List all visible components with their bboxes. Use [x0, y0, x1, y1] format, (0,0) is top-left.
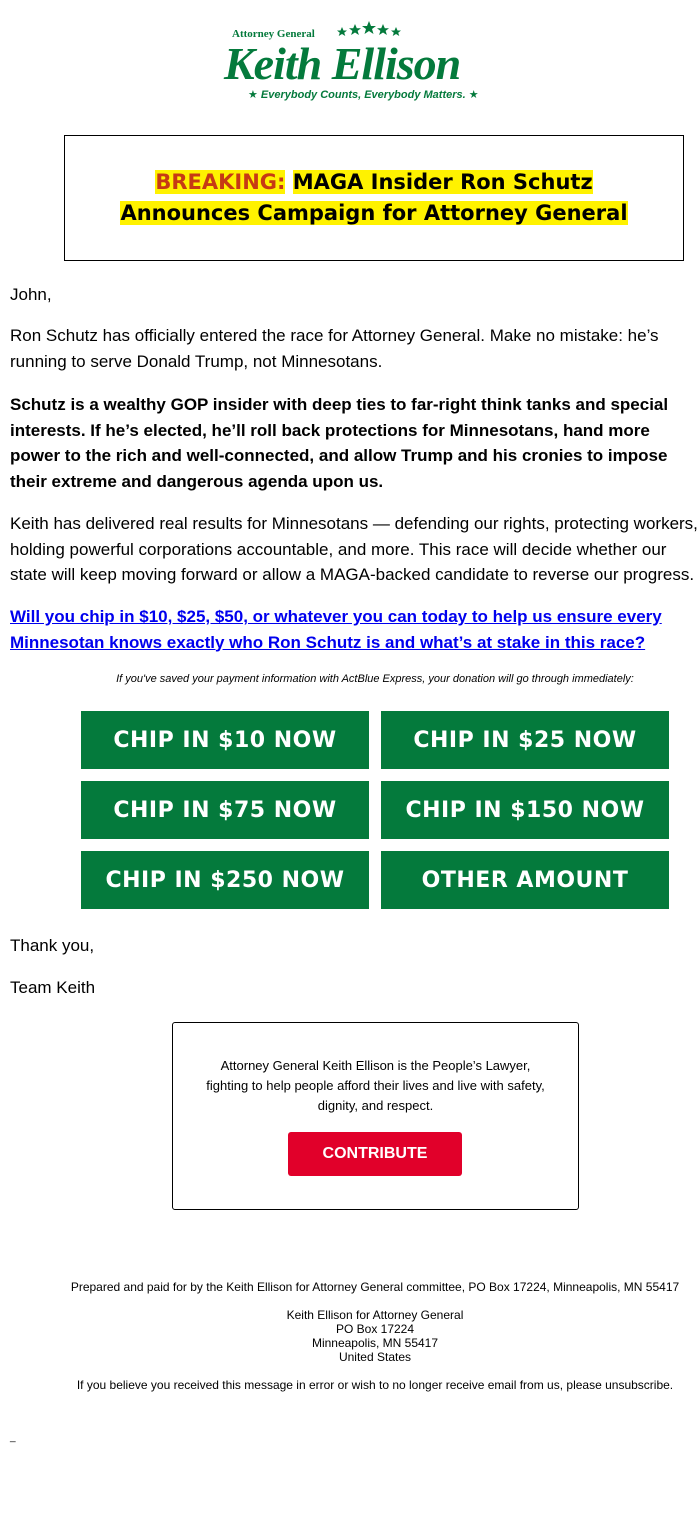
- paragraph-2-line-4: their extreme and dangerous agenda upon us.: [10, 471, 384, 491]
- logo-name: Keith Ellison: [224, 38, 461, 89]
- chip-in-150-button[interactable]: CHIP IN $150 NOW: [381, 781, 669, 839]
- footer-city: Minneapolis, MN 55417: [311, 1336, 439, 1350]
- paragraph-2-line-1: Schutz is a wealthy GOP insider with deep ties to far-right think tanks and special: [10, 395, 669, 414]
- greeting: John,: [10, 285, 52, 304]
- thanks: Thank you,: [10, 936, 95, 955]
- card-text-line-2: fighting to help people afford their lives and live with safety,: [206, 1078, 545, 1093]
- breaking-label: BREAKING:: [155, 170, 286, 194]
- paragraph-3-line-1: Keith has delivered real results for Minnesotans — defending our rights, protecting workers,: [10, 514, 698, 533]
- logo-tagline: ★ Everybody Counts, Everybody Matters. ★: [248, 89, 479, 101]
- contribute-card: [172, 1022, 579, 1210]
- stars-icon: [336, 20, 416, 40]
- paragraph-3-line-3: state will keep moving forward or allow a MAGA-backed candidate to reverse our progress.: [10, 565, 695, 584]
- chip-in-250-button[interactable]: CHIP IN $250 NOW: [81, 851, 369, 909]
- paragraph-1-line-2: running to serve Donald Trump, not Minnesotans.: [10, 351, 383, 371]
- chip-in-25-button[interactable]: CHIP IN $25 NOW: [381, 711, 669, 769]
- donate-ask-link-line-2[interactable]: Minnesotan knows exactly who Ron Schutz is and what’s at stake in this race?: [10, 632, 646, 652]
- unsubscribe-notice[interactable]: If you believe you received this message in error or wish to no longer receive email from us, please unsubscribe.: [76, 1378, 674, 1392]
- chip-in-75-button[interactable]: CHIP IN $75 NOW: [81, 781, 369, 839]
- actblue-express-note: If you've saved your payment information with ActBlue Express, your donation will go through immediately:: [116, 673, 634, 685]
- logo-title-line: Attorney General: [232, 28, 315, 40]
- card-text-line-1: Attorney General Keith Ellison is the People’s Lawyer,: [220, 1058, 531, 1073]
- chip-in-10-button[interactable]: CHIP IN $10 NOW: [81, 711, 369, 769]
- donate-ask-link-line-1[interactable]: Will you chip in $10, $25, $50, or whatever you can today to help us ensure every: [10, 607, 662, 626]
- footer-po-box: PO Box 17224: [335, 1322, 415, 1336]
- campaign-logo: [220, 20, 530, 106]
- contribute-button[interactable]: CONTRIBUTE: [288, 1132, 462, 1176]
- paragraph-2-line-3: power to the rich and well-connected, and allow Trump and his cronies to impose: [10, 446, 668, 465]
- paid-for-disclaimer: Prepared and paid for by the Keith Ellison for Attorney General committee, PO Box 17224, Minneapolis, MN 55417: [70, 1280, 680, 1294]
- footer-org-name: Keith Ellison for Attorney General: [286, 1308, 464, 1322]
- paragraph-3-line-2: holding powerful corporations accountable, and more. This race will decide whether our: [10, 539, 667, 559]
- paragraph-2-line-2: interests. If he’s elected, he’ll roll back protections for Minnesotans, hand more: [10, 420, 650, 440]
- headline-box: [64, 135, 684, 261]
- card-text-line-3: dignity, and respect.: [317, 1098, 434, 1113]
- footer-country: United States: [338, 1350, 412, 1364]
- other-amount-button[interactable]: OTHER AMOUNT: [381, 851, 669, 909]
- card-description: [183, 1056, 568, 1116]
- paragraph-1-line-1: Ron Schutz has officially entered the race for Attorney General. Make no mistake: he’s: [10, 326, 659, 345]
- footer-dash: _: [10, 1432, 16, 1443]
- signature: Team Keith: [10, 978, 96, 997]
- headline: [94, 167, 654, 229]
- headline-text: MAGA Insider Ron Schutz Announces Campaign for Attorney General: [120, 170, 628, 225]
